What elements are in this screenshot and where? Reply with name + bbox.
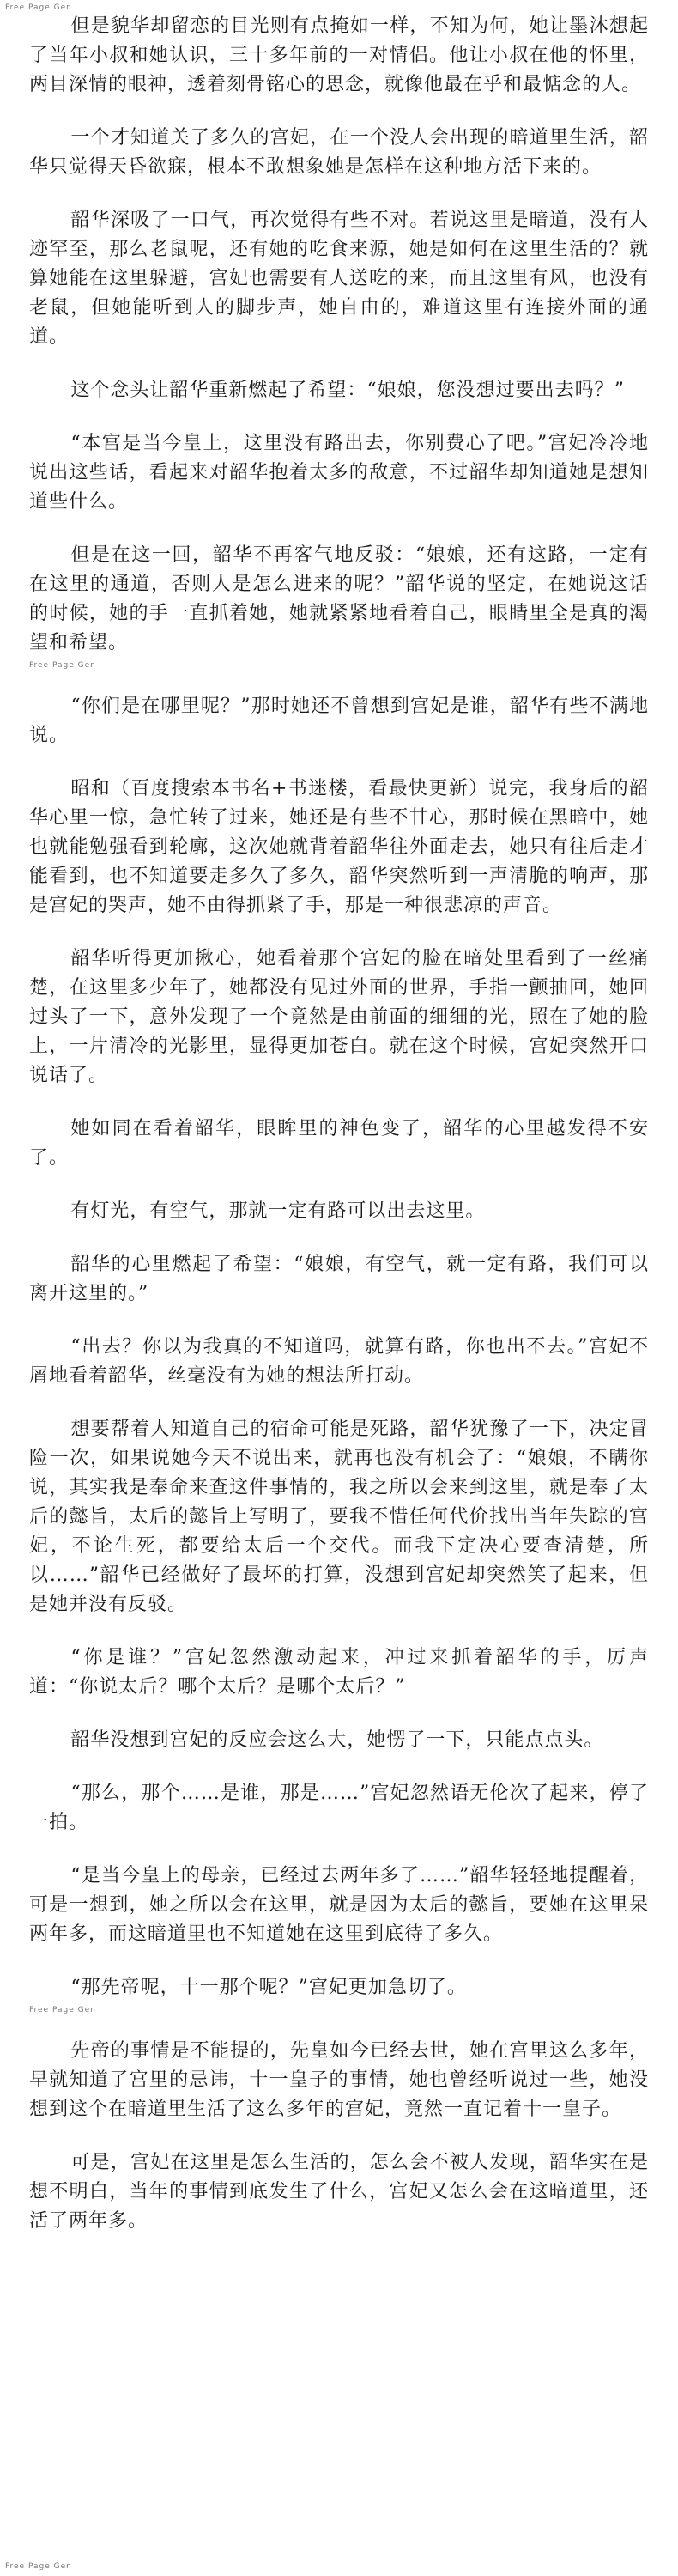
- paragraph-1: 但是貌华却留恋的目光则有点掩如一样，不知为何，她让墨沐想起了当年小叔和她认识，三十多年前的一对情侣。他让小叔在他的怀里，两目深情的眼神，透着刻骨铭心的思念，就像他最在乎和最惦念的人。: [29, 15, 649, 95]
- paragraph-10: 她如同在看着韶华，眼眸里的神色变了，韶华的心里越发得不安了。: [29, 1118, 649, 1169]
- paragraph-7: “你们是在哪里呢？”那时她还不曾想到宫妃是谁，韶华有些不满地说。: [29, 696, 649, 746]
- paragraph-6: 但是在这一回，韶华不再客气地反驳：“娘娘，还有这路，一定有在这里的通道，否则人是怎么进来的呢？”韶华说的坚定，在她说这话的时候，她的手一直抓着她，她就紧紧地看着自己，眼睛里全是真的渴望和希望。: [29, 544, 649, 653]
- paragraph-5: “本宫是当今皇上，这里没有路出去，你别费心了吧。”宫妃冷冷地说出这些话，看起来对韶华抱着太多的敌意，不过韶华却知道她是想知道些什么。: [29, 433, 649, 513]
- paragraph-13: “出去？你以为我真的不知道吗，就算有路，你也出不去。”宫妃不屑地看着韶华，丝毫没有为她的想法所打动。: [29, 1336, 649, 1387]
- watermark-top: Free Page Gen: [5, 3, 72, 12]
- paragraph-9: 韶华听得更加揪心，她看着那个宫妃的脸在暗处里看到了一丝痛楚，在这里多少年了，她都没有见过外面的世界，手指一颤抽回，她回过头了一下，意外发现了一个竟然是由前面的细细的光，照在了她的脸上，一片清冷的光影里，显得更加苍白。就在这个时候，宫妃突然开口说话了。: [29, 948, 649, 1086]
- paragraph-3: 韶华深吸了一口气，再次觉得有些不对。若说这里是暗道，没有人迹罕至，那么老鼠呢，还有她的吃食来源，她是如何在这里生活的？就算她能在这里躲避，宫妃也需要有人送吃的来，而且这里有风，也没有老鼠，但她能听到人的脚步声，她自由的，难道这里有连接外面的通道。: [29, 210, 649, 348]
- watermark-mid-1: Free Page Gen: [29, 661, 96, 670]
- paragraph-8: 昭和（百度搜索本书名+书迷楼，看最快更新）说完，我身后的韶华心里一惊，急忙转了过来，她还是有些不甘心，那时候在黑暗中，她也就能勉强看到轮廓，这次她就背着韶华往外面走去，她只有往后走才能看到，也不知道要走多久了多久，韶华突然听到一声清脆的响声，那是宫妃的哭声，她不由得抓紧了手，那是一种很悲凉的声音。: [29, 778, 649, 916]
- paragraph-14: 想要帮着人知道自己的宿命可能是死路，韶华犹豫了一下，决定冒险一次，如果说她今天不说出来，就再也没有机会了：“娘娘，不瞒你说，其实我是奉命来查这件事情的，我之所以会来到这里，就是奉了太后的懿旨，太后的懿旨上写明了，要我不惜任何代价找出当年失踪的宫妃，不论生死，都要给太后一个交代。而我下定决心要查清楚，所以……”韶华已经做好了最坏的打算，没想到宫妃却突然笑了起来，但是她并没有反驳。: [29, 1419, 649, 1615]
- watermark-mid-2: Free Page Gen: [29, 2006, 96, 2014]
- paragraph-21: 可是，宫妃在这里是怎么生活的，怎么会不被人发现，韶华实在是想不明白，当年的事情到底发生了什么，宫妃又怎么会在这暗道里，还活了两年多。: [29, 2152, 649, 2232]
- paragraph-18: “是当今皇上的母亲，已经过去两年多了……”韶华轻轻地提醒着，可是一想到，她之所以会在这里，就是因为太后的懿旨，要她在这里呆两年多，而这暗道里也不知道她在这里到底待了多久。: [29, 1865, 649, 1945]
- paragraph-11: 有灯光，有空气，那就一定有路可以出去这里。: [70, 1200, 486, 1222]
- paragraph-20: 先帝的事情是不能提的，先皇如今已经去世，她在宫里这么多年，早就知道了宫里的忌讳，十一皇子的事情，她也曾经听说过一些，她没想到这个在暗道里生活了这么多年的宫妃，竟然一直记着十一皇子。: [29, 2040, 649, 2120]
- paragraph-2: 一个才知道关了多久的宫妃，在一个没人会出现的暗道里生活，韶华只觉得天昏欲寐，根本不敢想象她是怎样在这种地方活下来的。: [29, 127, 649, 178]
- paragraph-15: “你是谁？”宫妃忽然激动起来，冲过来抓着韶华的手，厉声道：“你说太后？哪个太后？是哪个太后？”: [29, 1647, 649, 1698]
- paragraph-12: 韶华的心里燃起了希望：“娘娘，有空气，就一定有路，我们可以离开这里的。”: [29, 1254, 649, 1304]
- paragraph-19: “那先帝呢，十一那个呢？”宫妃更加急切了。: [70, 1977, 467, 1998]
- watermark-bottom: Free Page Gen: [5, 2562, 72, 2571]
- paragraph-16: 韶华没想到宫妃的反应会这么大，她愣了一下，只能点点头。: [70, 1729, 604, 1751]
- paragraph-17: “那么，那个……是谁，那是……”宫妃忽然语无伦次了起来，停了一拍。: [29, 1783, 649, 1833]
- paragraph-4: 这个念头让韶华重新燃起了希望：“娘娘，您没想过要出去吗？”: [70, 380, 625, 401]
